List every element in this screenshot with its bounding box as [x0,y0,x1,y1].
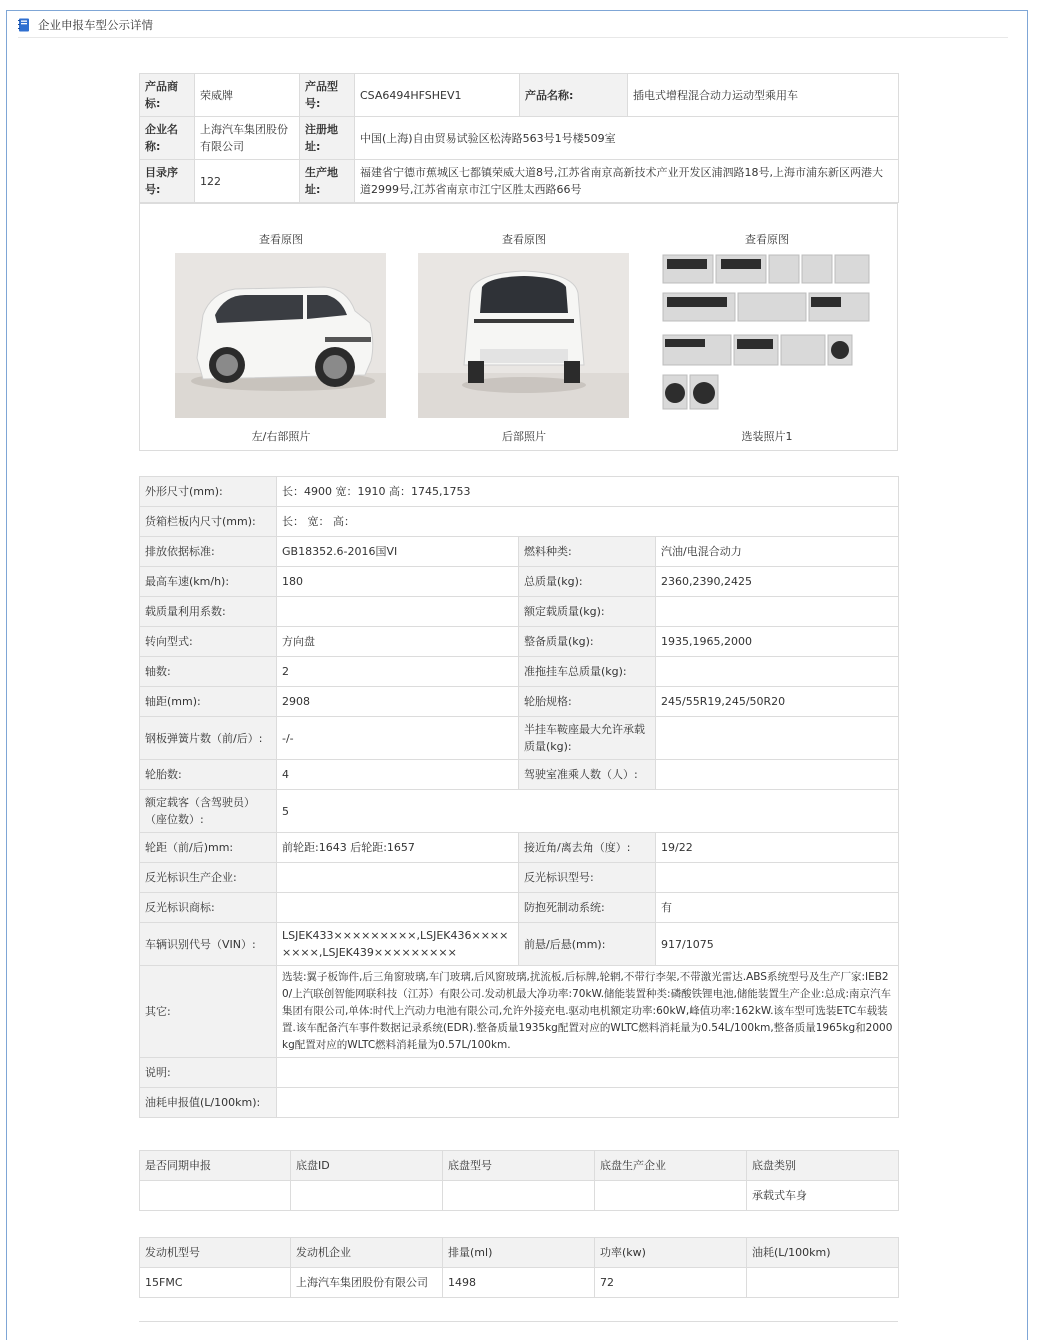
table-row [140,117,899,160]
table-cell: 承载式车身 [747,1181,899,1211]
spec-value [656,717,899,760]
spec-value [656,760,899,790]
table-row [140,790,899,833]
table-row [140,923,899,966]
spec-label: 防抱死制动系统: [519,893,656,923]
column-header: 发动机企业 [291,1238,443,1268]
spec-label: 轮距（前/后)mm: [140,833,277,863]
spec-label: 反光标识生产企业: [140,863,277,893]
spec-value: 19/22 [656,833,899,863]
spec-value: 汽油/电混合动力 [656,537,899,567]
car-rear-photo[interactable] [418,253,629,418]
spec-value: GB18352.6-2016国VI [277,537,519,567]
spec-label: 额定载客（含驾驶员）（座位数）: [140,790,277,833]
catalog-label: 目录序号: [140,160,195,203]
table-row [140,627,899,657]
production-value: 福建省宁德市蕉城区七都镇荣威大道8号,江苏省南京高新技术产业开发区浦泗路18号,上海市浦东新区两港大道2999号,江苏省南京市江宁区胜太西路66号 [355,160,899,203]
table-row [140,760,899,790]
column-header: 底盘ID [291,1151,443,1181]
car-side-photo[interactable] [175,253,386,418]
table-row [140,687,899,717]
engine-table [139,1237,899,1298]
spec-value [277,1088,899,1118]
photo-panel [139,203,898,451]
spec-value: 前轮距:1643 后轮距:1657 [277,833,519,863]
spec-label: 半挂车鞍座最大允许承载质量(kg): [519,717,656,760]
table-row [140,1088,899,1118]
spec-value: 5 [277,790,899,833]
spec-label: 载质量利用系数: [140,597,277,627]
table-header-row [140,1151,899,1181]
spec-value: 长：4900 宽：1910 高：1745,1753 [277,477,899,507]
spec-label: 接近角/离去角（度）: [519,833,656,863]
column-header: 底盘型号 [443,1151,595,1181]
spec-value: 方向盘 [277,627,519,657]
spec-label: 外形尺寸(mm): [140,477,277,507]
table-row [140,657,899,687]
spec-value [277,1058,899,1088]
view-original-link[interactable]: 查看原图 [502,233,546,246]
spec-label: 货箱栏板内尺寸(mm): [140,507,277,537]
spec-value: -/- [277,717,519,760]
address-value: 中国(上海)自由贸易试验区松涛路563号1号楼509室 [355,117,899,160]
spec-label: 总质量(kg): [519,567,656,597]
spec-label: 轴数: [140,657,277,687]
spec-value: 2908 [277,687,519,717]
spec-label: 整备质量(kg): [519,627,656,657]
spec-value [277,863,519,893]
table-cell [443,1181,595,1211]
table-cell [140,1181,291,1211]
spec-value: 4 [277,760,519,790]
spec-value [277,893,519,923]
spec-value: 917/1075 [656,923,899,966]
view-original-link[interactable]: 查看原图 [259,233,303,246]
column-header: 排量(ml) [443,1238,595,1268]
photo-optional [661,232,873,444]
spec-label: 最高车速(km/h): [140,567,277,597]
basic-info-table [139,73,899,203]
spec-value: LSJEK433×××××××××,LSJEK436××××××××,LSJEK439××××××××× [277,923,519,966]
spec-label: 驾驶室准乘人数（人）: [519,760,656,790]
book-icon [18,18,30,32]
table-cell [291,1181,443,1211]
spec-value-other: 选装:翼子板饰件,后三角窗玻璃,车门玻璃,后风窗玻璃,扰流板,后标牌,轮辋,不带行李架,不带激光雷达.ABS系统型号及生产厂家:IEB20/上汽联创智能网联科技（江苏）有限公司.发动机最大净功率:70kW.储能装置种类:磷酸铁锂电池,储能装置生产企业:总成:南京汽车集团有限公司,单体:时代上汽动力电池有限公司,允许外接充电.驱动电机额定功率:60kW,峰值功率:162kW.该车型可选装ETC车载装置.该车配备汽车事件数据记录系统(EDR).整备质量1935kg配置对应的WLTC燃料消耗量为0.54L/100km,整备质量1965kg和2000kg配置对应的WLTC燃料消耗量为0.57L/100km. [277,966,899,1058]
company-label: 企业名称: [140,117,195,160]
brand-value: 荣威牌 [195,74,300,117]
spec-label: 反光标识商标: [140,893,277,923]
table-cell: 上海汽车集团股份有限公司 [291,1268,443,1298]
header-divider [18,37,1008,38]
table-row [140,597,899,627]
table-row [140,863,899,893]
page-header [18,14,1008,36]
spec-value: 2360,2390,2425 [656,567,899,597]
optional-parts-collage[interactable] [661,253,872,418]
photo-caption: 选装照片1 [741,430,793,443]
spec-value: 2 [277,657,519,687]
spec-label: 额定载质量(kg): [519,597,656,627]
photo-caption: 后部照片 [502,430,546,443]
spec-label: 反光标识型号: [519,863,656,893]
spec-value: 有 [656,893,899,923]
table-row [140,1181,899,1211]
catalog-value: 122 [195,160,300,203]
table-row [140,74,899,117]
spec-value: 245/55R19,245/50R20 [656,687,899,717]
table-cell [595,1181,747,1211]
table-row [140,966,899,1058]
address-label: 注册地址: [300,117,355,160]
company-value: 上海汽车集团股份有限公司 [195,117,300,160]
table-header-row [140,1238,899,1268]
table-row [140,507,899,537]
spec-label: 燃料种类: [519,537,656,567]
divider [139,1321,898,1322]
spec-label: 转向型式: [140,627,277,657]
spec-label: 轮胎数: [140,760,277,790]
column-header: 是否同期申报 [140,1151,291,1181]
spec-label: 轮胎规格: [519,687,656,717]
spec-value: 180 [277,567,519,597]
spec-value [277,597,519,627]
column-header: 功率(kw) [595,1238,747,1268]
chassis-table [139,1150,899,1211]
column-header: 油耗(L/100km) [747,1238,899,1268]
spec-value: 长： 宽： 高： [277,507,899,537]
column-header: 底盘生产企业 [595,1151,747,1181]
spec-label: 钢板弹簧片数（前/后）: [140,717,277,760]
spec-value [656,657,899,687]
photo-rear [418,232,630,444]
spec-label: 前悬/后悬(mm): [519,923,656,966]
spec-label: 准拖挂车总质量(kg): [519,657,656,687]
view-original-link[interactable]: 查看原图 [745,233,789,246]
spec-value: 1935,1965,2000 [656,627,899,657]
table-row [140,1058,899,1088]
photo-caption: 左/右部照片 [251,430,311,443]
spec-label: 油耗申报值(L/100km): [140,1088,277,1118]
table-row [140,833,899,863]
table-row [140,537,899,567]
table-cell: 15FMC [140,1268,291,1298]
photo-side [175,232,387,444]
table-row [140,717,899,760]
name-value: 插电式增程混合动力运动型乘用车 [628,74,899,117]
brand-label: 产品商标: [140,74,195,117]
table-row [140,893,899,923]
spec-label: 其它: [140,966,277,1058]
column-header: 底盘类别 [747,1151,899,1181]
production-label: 生产地址: [300,160,355,203]
table-row [140,477,899,507]
spec-table [139,476,899,1118]
spec-label: 排放依据标准: [140,537,277,567]
model-value: CSA6494HFSHEV1 [355,74,520,117]
table-cell: 72 [595,1268,747,1298]
spec-value [656,863,899,893]
spec-value [656,597,899,627]
model-label: 产品型号: [300,74,355,117]
table-row [140,567,899,597]
spec-label: 轴距(mm): [140,687,277,717]
table-row [140,160,899,203]
column-header: 发动机型号 [140,1238,291,1268]
table-cell [747,1268,899,1298]
name-label: 产品名称: [520,74,628,117]
page-title: 企业申报车型公示详情 [38,18,153,32]
table-row [140,1268,899,1298]
table-cell: 1498 [443,1268,595,1298]
spec-label: 说明: [140,1058,277,1088]
spec-label: 车辆识别代号（VIN）: [140,923,277,966]
